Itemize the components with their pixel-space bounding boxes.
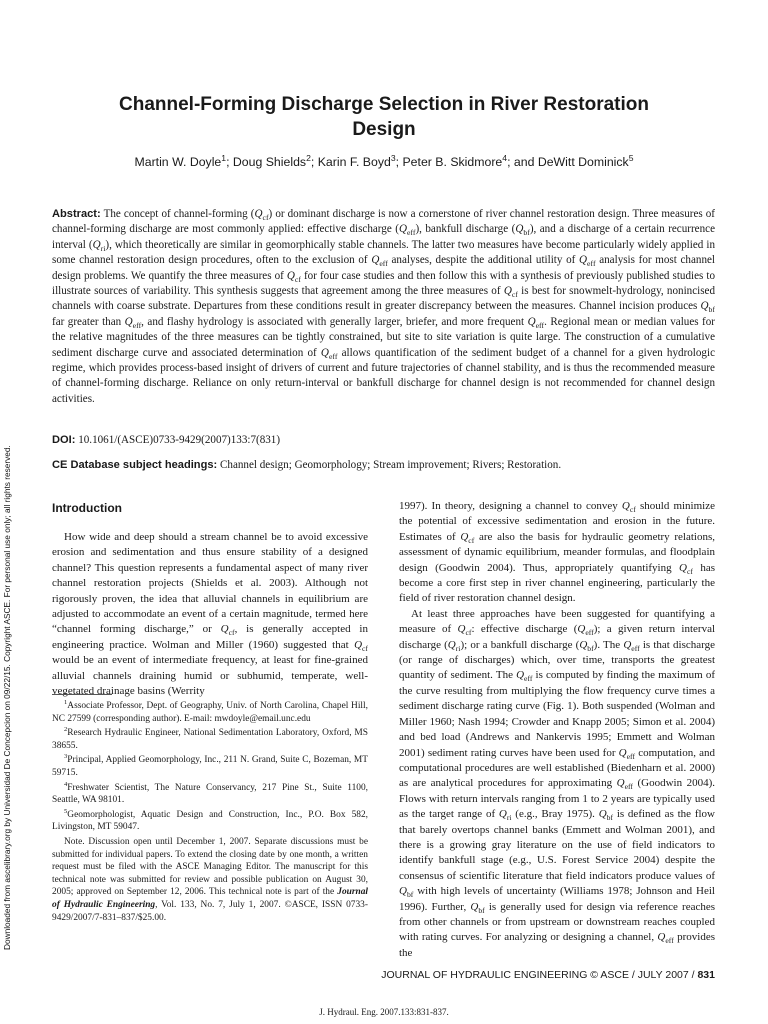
- page-number: 831: [697, 969, 715, 981]
- affiliation-marker: 1: [221, 152, 227, 163]
- affiliation-marker: 4: [502, 152, 508, 163]
- author-separator: ;: [507, 155, 514, 169]
- body-paragraph: 1997). In theory, designing a channel to convey $Q_{cf}$ should minimize the potential of excessive sedimentation and erosion in the future. Estimates of $Q_{cf}$ are also the basis for hydraulic geometry relations, assessment of dynamic equilibrium, meander formulas, and floodplain design (Goodwin 2004). Thus, appropriately quantifying $Q_{cf}$ has become a core first step in river channel engineering, particularly the field of river restoration channel design.: [399, 500, 715, 605]
- footnote-text: Research Hydraulic Engineer, National Sedimentation Laboratory, Oxford, MS 38655.: [52, 728, 368, 751]
- running-footer: [381, 969, 715, 981]
- footnote: $^1$Associate Professor, Dept. of Geography, Univ. of North Carolina, Chapel Hill, NC 27599 (corresponding author). E-mail: mwdoyle@email.unc.edu: [52, 698, 368, 724]
- body-paragraph: At least three approaches have been suggested for quantifying a measure of $Q_{cf}$: effective discharge $(Q_{eff})$; a given return interval discharge $(Q_{ri})$; or a bankfull discharge $(Q_{bf})$. The $Q_{eff}$ is that discharge (or range of discharges) which, over time, transports the greatest quantity of sediment. The $Q_{eff}$ is computed by finding the maximum of the curve resulting from multiplying the flow frequency curve times a sediment discharge rating curve (Fig. 1). Both suspended (Wolman and Miller 1960; Nash 1994; Crowder and Knapp 2005; Simon et al. 2004) and bed load (Andrews and Nankervis 1995; Emmett and Wolman 2001) sediment rating curves have been used for $Q_{eff}$ computation, and computational procedures are well established (Biedenharn et al. 2000) as are analytical procedures for approximating $Q_{eff}$ (Goodwin 2004). Flows with return intervals ranging from 1 to 2 years are typically used as the target range of $Q_{ri}$ (e.g., Bray 1975). $Q_{bf}$ is defined as the flow that barely overtops channel banks (Emmett and Wolman 2001), and there is a growing gray literature on the use of field indicators to identify bankfull stage (e.g., U.S. Forest Service 2004) despite the consensus of scientific literature that field indicators produce values of $Q_{bf}$ with high levels of uncertainty (Williams 1978; Johnson and Heil 1996). Further, $Q_{bf}$ is generally used for design via reference reaches from other channels or from upstream or downstream reaches coupled with rating curves. For analyzing or designing a channel, $Q_{eff}$ provides the: [399, 607, 716, 959]
- abstract-label: Abstract:: [52, 208, 101, 220]
- affiliation-marker: 2: [306, 152, 311, 163]
- download-notice: Downloaded from ascelibrary.org by Universidad De Concepcion on 09/22/15. Copyright ASCE. For personal use only; all rights reserved.: [2, 445, 12, 950]
- author-name: Martin W. Doyle: [134, 155, 222, 169]
- right-column-body: [399, 499, 715, 961]
- citation-line: J. Hydraul. Eng. 2007.133:831-837.: [319, 1007, 449, 1017]
- footnote: $^2$Research Hydraulic Engineer, National Sedimentation Laboratory, Oxford, MS 38655.: [52, 726, 368, 751]
- left-column-body: [52, 530, 368, 699]
- subject-headings: [52, 459, 715, 471]
- discussion-note: Note. Discussion open until December 1, 2007. Separate discussions must be submitted for individual papers. To extend the closing date by one month, a written request must be filed with the ASCE Managing Editor. The manuscript for this technical note was submitted for review and possible publication on August 30, 2005; approved on September 12, 2006. This technical note is part of the Journal of Hydraulic Engineering, Vol. 133, No. 7, July 1, 2007. ©ASCE, ISSN 0733-9429/2007/7-831–837/$25.00.: [52, 836, 368, 923]
- footnote: $^3$Principal, Applied Geomorphology, Inc., 211 N. Grand, Suite C, Bozeman, MT 59715.: [52, 753, 368, 778]
- author-list: [60, 152, 708, 169]
- footnote-text: Geomorphologist, Aquatic Design and Construction, Inc., P.O. Box 582, Livingston, MT 59047.: [52, 809, 368, 833]
- footnote-text: Freshwater Scientist, The Nature Conservancy, 217 Pine St., Suite 1100, Seattle, WA 98101.: [52, 782, 368, 806]
- subject-headings-value: Channel design; Geomorphology; Stream improvement; Rivers; Restoration.: [220, 459, 562, 471]
- footnote-text: Principal, Applied Geomorphology, Inc., 211 N. Grand, Suite C, Bozeman, MT 59715.: [52, 755, 368, 778]
- footnote: $^4$Freshwater Scientist, The Nature Conservancy, 217 Pine St., Suite 1100, Seattle, WA 98101.: [52, 780, 368, 806]
- paper-title: Channel-Forming Discharge Selection in River Restoration Design: [119, 94, 649, 140]
- doi-value[interactable]: 10.1061/(ASCE)0733-9429(2007)133:7(831): [78, 434, 281, 446]
- author-separator: ;: [395, 155, 403, 169]
- affiliation-marker: 5: [628, 152, 634, 163]
- author-separator: ;: [226, 155, 233, 169]
- author-name: Karin F. Boyd: [317, 155, 391, 169]
- author-name: Peter B. Skidmore: [402, 155, 503, 169]
- body-paragraph: How wide and deep should a stream channel be to avoid excessive erosion and sedimentation and thus ensure stability of a designed channel? This question represents a fundamental aspect of many river channel restoration projects (Shields et al. 2003). Although not rigorously proven, the idea that alluvial channels in equilibrium are adjusted to accommodate an event of a certain magnitude, termed here “channel forming discharge,” or $Q_{cf}$, is generally accepted in engineering practice. Wolman and Miller (1960) suggested that $Q_{cf}$ would be an event of intermediate frequency, at least for fine-grained alluvial channels draining humid or subhumid, temperate, well-vegetated drainage basins (Werrity: [52, 531, 368, 698]
- doi-label: DOI:: [52, 434, 76, 446]
- section-heading-introduction: Introduction: [52, 501, 122, 515]
- journal-line: JOURNAL OF HYDRAULIC ENGINEERING © ASCE / JULY 2007 /: [381, 969, 698, 981]
- abstract: Abstract: The concept of channel-forming $(Q_{cf})$ or dominant discharge is now a cornerstone of river channel restoration design. Three measures of channel-forming discharge are most commonly applied: effective discharge $(Q_{eff})$, bankfull discharge $(Q_{bf})$, and a discharge of a certain recurrence interval $(Q_{ri})$, which theoretically are similar in geomorphically stable channels. The latter two measures have become particularly widely applied in some channel restoration design procedures, often to the exclusion of $Q_{eff}$ analyses, despite the additional utility of $Q_{eff}$ analysis for most channel design problems. We quantify the three measures of $Q_{cf}$ for four case studies and then follow this with a synthesis of previously published studies to illustrate sources of variability. This synthesis suggests that agreement among the three measures of $Q_{cf}$ is best for snowmelt-hydrology, nonincised channels with coarse substrate. Departures from these conditions result in greater discrepancy between the measures. Channel incision produces $Q_{bf}$ far greater than $Q_{eff}$, and flashy hydrology is associated with generally larger, briefer, and more frequent $Q_{eff}$. Regional mean or median values for the relative magnitudes of the three measures can be tightly constrained, but site to site variation is quite large. The construction of a cumulative sediment discharge curve and associated determination of $Q_{eff}$ allows quantification of the sediment budget of a channel for a given hydrologic regime, which provides process-based insight of drivers of current and future trajectories of channel stability, and is thus the recommended measure of channel-forming discharge. Reliance on only return-interval or bankfull discharge for channel design is not recommended for channel design activities.: [52, 208, 716, 405]
- footnotes: [52, 700, 368, 926]
- subject-headings-label: CE Database subject headings:: [52, 459, 218, 471]
- doi-line: [52, 434, 715, 446]
- author-name: and DeWitt Dominick: [513, 155, 629, 169]
- footnote: $^5$Geomorphologist, Aquatic Design and Construction, Inc., P.O. Box 582, Livingston, MT 59047.: [52, 807, 368, 833]
- footnote-divider: [52, 694, 112, 695]
- affiliation-marker: 3: [390, 152, 396, 163]
- author-separator: ;: [310, 155, 318, 169]
- author-name: Doug Shields: [232, 155, 307, 169]
- footnote-text: Associate Professor, Dept. of Geography, Univ. of North Carolina, Chapel Hill, NC 27599 (corresponding author). E-mail: mwdoyle@email.unc.edu: [52, 701, 368, 724]
